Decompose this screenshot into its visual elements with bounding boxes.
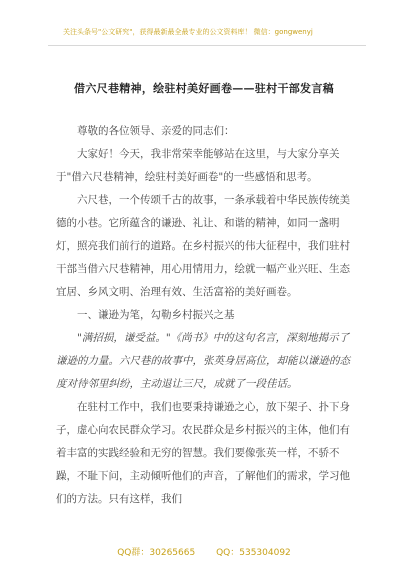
section-heading-1: 一、谦逊为笔，勾勒乡村振兴之基 — [77, 309, 235, 321]
document-title: 借六尺巷精神，绘驻村美好画卷——驻村干部发言稿 — [74, 82, 334, 95]
salutation: 尊敬的各位领导、亲爱的同志们： — [77, 125, 235, 137]
paragraph-six-foot-lane: 六尺巷，一个传颂千古的故事，一条承载着中华民族传统美德的小巷。它所蕴含的谦逊、礼让、和谐的精神，如同一盏明灯，照亮我们前行的道路。在乡村振兴的伟大征程中，我们驻村干部当借六尺巷精神，用心用情用力，绘就一幅产业兴旺、生态宜居、乡风文明、治理有效、生活富裕的美好画卷。 — [56, 194, 350, 298]
header-divider — [48, 45, 366, 46]
paragraph-village-work: 在驻村工作中，我们也要秉持谦逊之心，放下架子、扑下身子，虚心向农民群众学习。农民群众是乡村振兴的主体，他们有着丰富的实践经验和无穷的智慧。我们要像张英一样，不骄不躁，不耻下问，主动倾听他们的声音，了解他们的需求，学习他们的方法。只有这样，我们 — [56, 401, 350, 505]
document-body — [56, 112, 356, 511]
paragraph-quote: "满招损，谦受益。"《尚书》中的这句名言，深刻地揭示了谦逊的力量。六尺巷的故事中，张英身居高位，却能以谦逊的态度对待邻里纠纷，主动退让三尺，成就了一段佳话。 — [56, 332, 350, 390]
footer-contact — [0, 545, 408, 558]
footer-qq: QQ：535304092 — [216, 548, 291, 558]
footer-qq-group: QQ群：30265665 — [117, 548, 196, 558]
paragraph-greeting: 大家好！今天，我非常荣幸能够站在这里，与大家分享关于"借六尺巷精神，绘驻村美好画卷"的一些感悟和思考。 — [56, 148, 340, 183]
header-banner: 关注头条号"公文研究"，获得最新最全最专业的公文资料库！ 微信：gongwenyj — [63, 28, 313, 36]
